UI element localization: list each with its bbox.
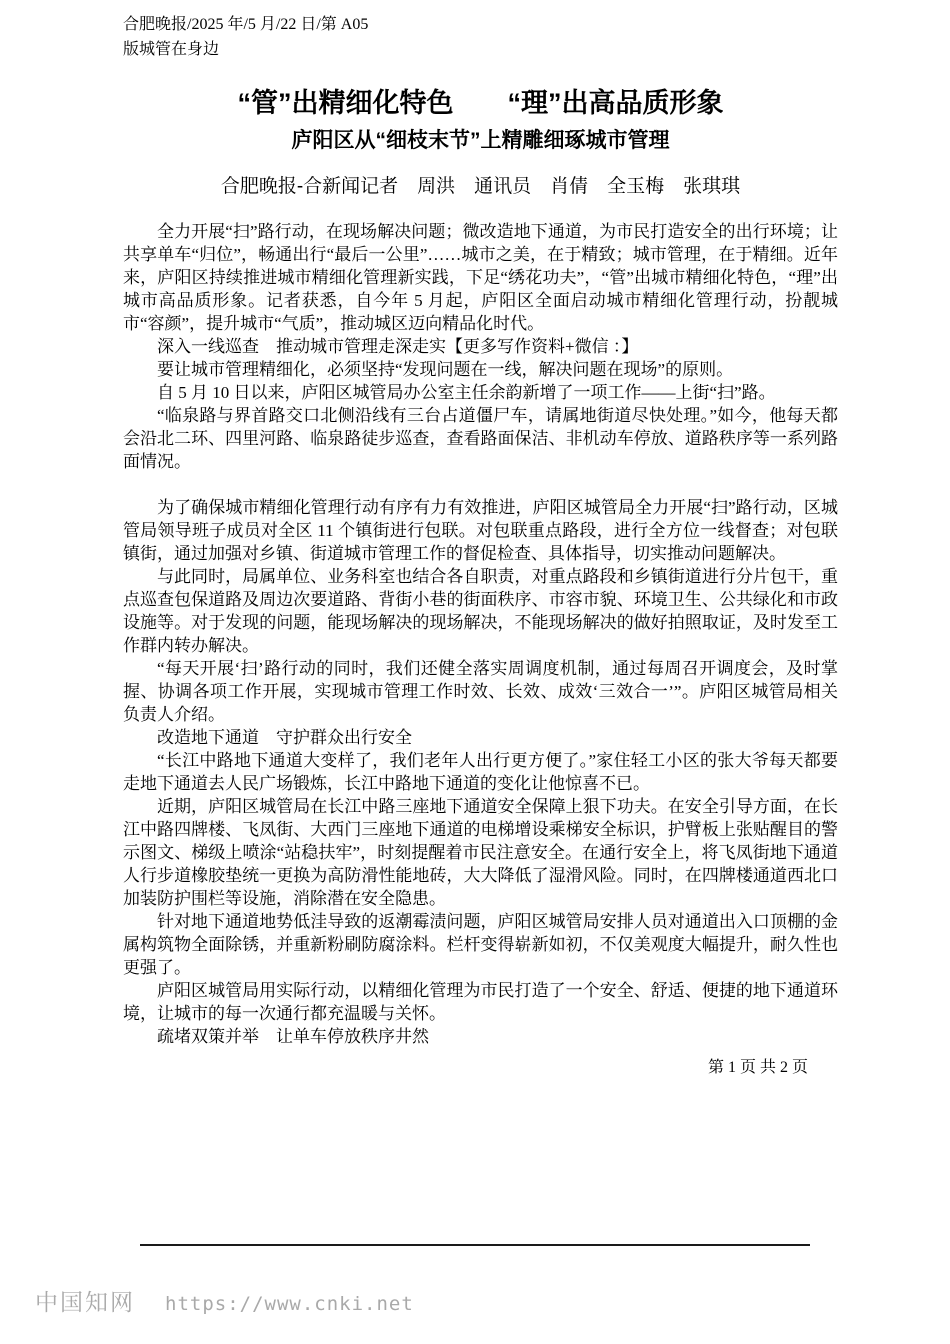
cnki-brand-text: 中国知网 (35, 1290, 135, 1315)
article-byline: 合肥晚报-合新闻记者 周洪 通讯员 肖倩 全玉梅 张琪琪 (220, 176, 741, 197)
article-paragraph: 近期，庐阳区城管局在长江中路三座地下通道安全保障上狠下功夫。在安全引导方面，在长江中路四牌楼、飞凤街、大西门三座地下通道的电梯增设乘梯安全标识，护臂板上张贴醒目的警示图文、梯级上喷涂“站稳扶牢”，时刻提醒着市民注意安全。在通行安全上，将飞凤街地下通道人行步道橡胶垫统一更换为高防滑性能地砖，大大降低了湿滑风险。同时，在四牌楼通道西北口加装防护围栏等设施，消除潜在安全隐患。 (123, 797, 838, 908)
source-line-2: 版城管在身边 (123, 41, 220, 58)
newspaper-source-header (123, 12, 838, 62)
section-heading: 改造地下通道 守护群众出行安全 (157, 728, 412, 747)
article-paragraph: 全力开展“扫”路行动，在现场解决问题；微改造地下通道，为市民打造安全的出行环境；让共享单车“归位”，畅通出行“最后一公里”……城市之美，在于精致；城市管理，在于精细。近年来，庐阳区持续推进城市精细化管理新实践，下足“绣花功夫”，“管”出城市精细化特色，“理”出城市高品质形象。记者获悉，自今年 5 月起，庐阳区全面启动城市精细化管理行动，扮靓城市“容颜”，提升城市“气质”，推动城区迈向精品化时代。 (123, 222, 838, 333)
article-title: “管”出精细化特色 “理”出高品质形象 (237, 88, 724, 118)
article-subtitle: 庐阳区从“细枝末节”上精雕细琢城市管理 (291, 129, 670, 152)
footer-divider-line (140, 1244, 810, 1246)
article-paragraph: 庐阳区城管局用实际行动，以精细化管理为市民打造了一个安全、舒适、便捷的地下通道环境，让城市的每一次通行都充温暖与关怀。 (123, 981, 838, 1023)
article-paragraph: “临泉路与界首路交口北侧沿线有三台占道僵尸车，请属地街道尽快处理。”如今，他每天都会沿北二环、四里河路、临泉路徒步巡查，查看路面保洁、非机动车停放、道路秩序等一系列路面情况。 (123, 406, 838, 471)
article-paragraph: “长江中路地下通道大变样了，我们老年人出行更方便了。”家住轻工小区的张大爷每天都要走地下通道去人民广场锻炼，长江中路地下通道的变化让他惊喜不已。 (123, 751, 838, 793)
section-heading: 疏堵双策并举 让单车停放秩序井然 (157, 1027, 429, 1046)
article-paragraph: 自 5 月 10 日以来，庐阳区城管局办公室主任余韵新增了一项工作——上街“扫”路。 (157, 383, 776, 402)
article-paragraph: “每天开展‘扫’路行动的同时，我们还健全落实周调度机制，通过每周召开调度会，及时掌握、协调各项工作开展，实现城市管理工作时效、长效、成效‘三效合一’”。庐阳区城管局相关负责人介绍。 (123, 659, 838, 724)
article-paragraph: 与此同时，局属单位、业务科室也结合各自职责，对重点路段和乡镇街道进行分片包干，重点巡查包保道路及周边次要道路、背街小巷的街面秩序、市容市貌、环境卫生、公共绿化和市政设施等。对于发现的问题，能现场解决的现场解决，不能现场解决的做好拍照取证，及时发至工作群内转办解决。 (123, 567, 838, 655)
article-paragraph: 为了确保城市精细化管理行动有序有力有效推进，庐阳区城管局全力开展“扫”路行动，区城管局领导班子成员对全区 11 个镇街进行包联。对包联重点路段，进行全方位一线督查；对包联镇街，通过加强对乡镇、街道城市管理工作的督促检查、具体指导，切实推动问题解决。 (123, 498, 838, 563)
article-paragraph: 针对地下通道地势低洼导致的返潮霉渍问题，庐阳区城管局安排人员对通道出入口顶棚的金属构筑物全面除锈，并重新粉刷防腐涂料。栏杆变得崭新如初，不仅美观度大幅提升，耐久性也更强了。 (123, 912, 838, 977)
cnki-url-text: https://www.cnki.net (165, 1293, 414, 1315)
source-line-1: 合肥晚报/2025 年/5 月/22 日/第 A05 (123, 16, 369, 33)
section-heading: 深入一线巡查 推动城市管理走深走实【更多写作资料+微信 ：】 (157, 337, 639, 356)
article-paragraph: 要让城市管理精细化，必须坚持“发现问题在一线，解决问题在现场”的原则。 (157, 360, 734, 379)
page-number: 第 1 页 共 2 页 (707, 1059, 808, 1076)
cnki-watermark (35, 1288, 414, 1318)
article-body (123, 220, 838, 1048)
blank-line (123, 473, 838, 496)
